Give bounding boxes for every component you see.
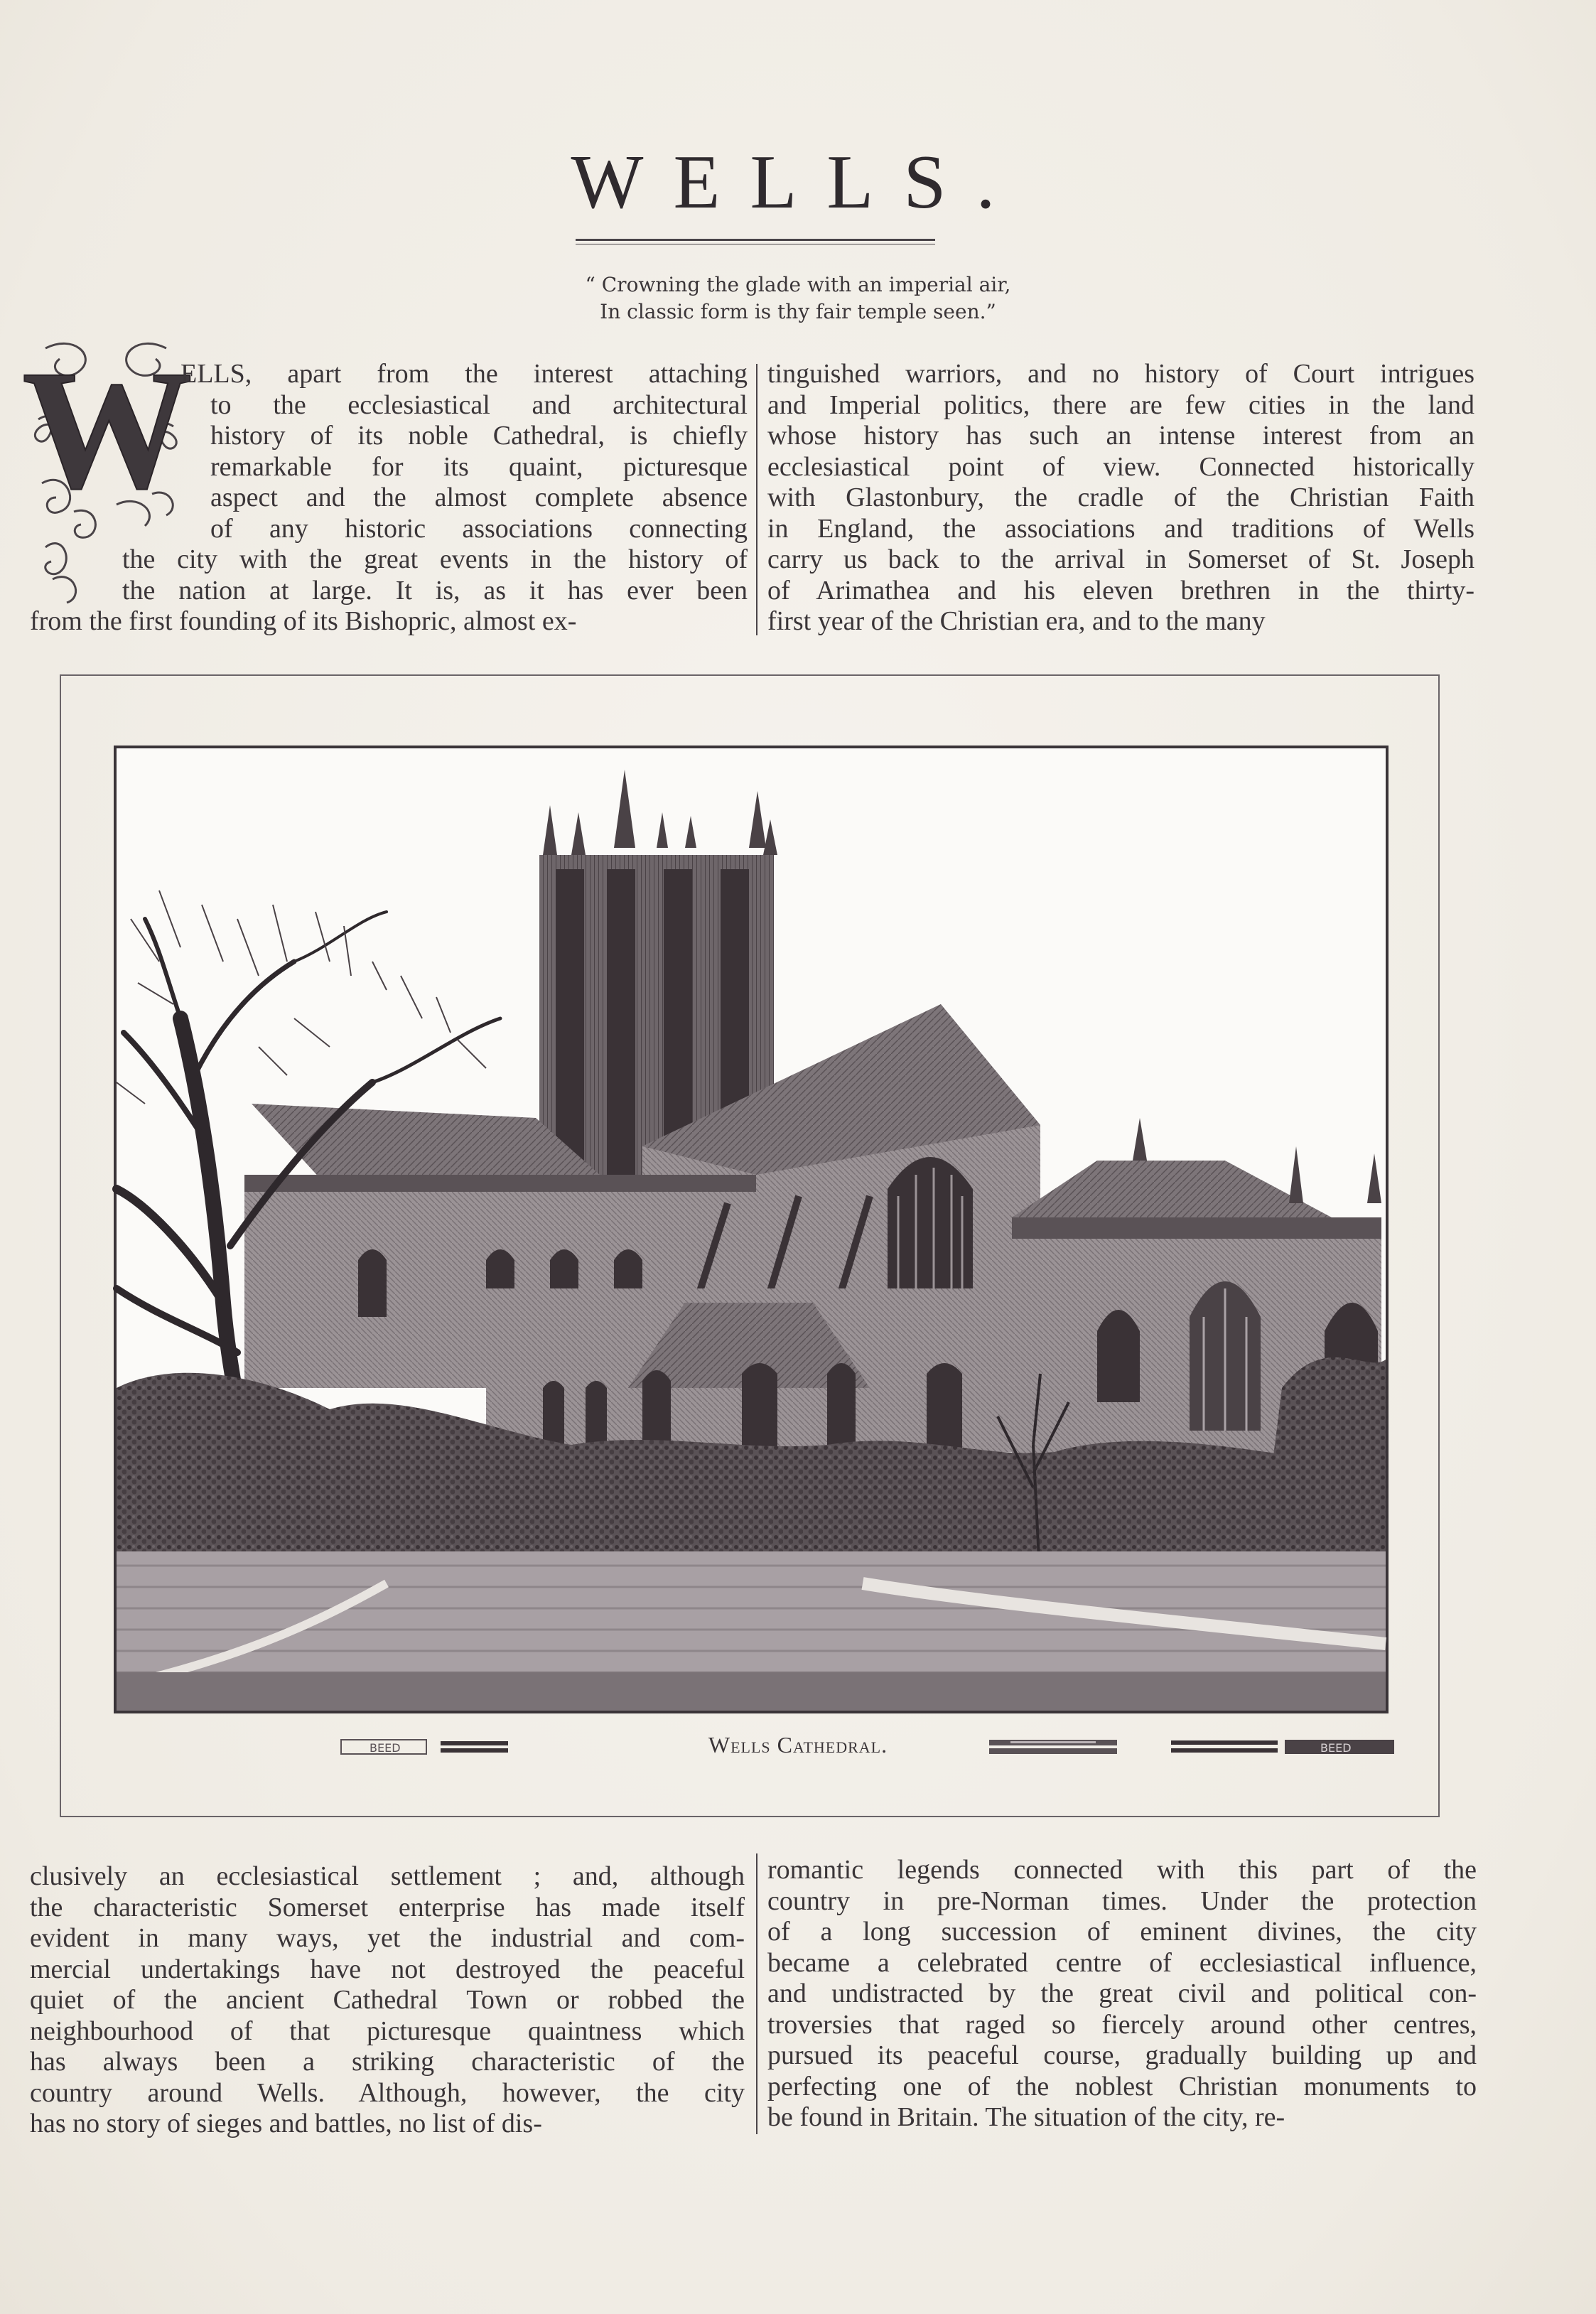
text-line: tinguished warriors, and no history of Court intrigues bbox=[767, 359, 1474, 389]
text-line: perfecting one of the noblest Christian monuments to bbox=[767, 2071, 1477, 2102]
library-stamp-right bbox=[1171, 1738, 1396, 1754]
text-line: the characteristic Somerset enterprise has made itself bbox=[30, 1892, 745, 1922]
text-line: to the ecclesiastical and architectural bbox=[210, 389, 748, 420]
svg-text:BEED: BEED bbox=[1320, 1741, 1352, 1755]
text-line: evident in many ways, yet the industrial and com- bbox=[30, 1923, 745, 1953]
lower-left-column bbox=[30, 1861, 745, 2140]
column-divider-upper bbox=[756, 364, 757, 635]
text-line: of a long succession of eminent divines, the city bbox=[767, 1917, 1477, 1947]
column-divider-lower bbox=[756, 1853, 757, 2134]
text-line: from the first founding of its Bishopric, almost ex- bbox=[30, 606, 577, 636]
cathedral-illustration bbox=[114, 746, 1389, 1713]
upper-left-column bbox=[30, 359, 748, 637]
library-stamp-middle bbox=[989, 1738, 1117, 1754]
text-line: carry us back to the arrival in Somerset of St. Joseph bbox=[767, 544, 1474, 574]
text-line: has no story of sieges and battles, no list of dis- bbox=[30, 2109, 542, 2138]
text-line: became a celebrated centre of ecclesiastical influence, bbox=[767, 1947, 1477, 1978]
epigraph bbox=[0, 271, 1596, 325]
text-line: in England, the associations and traditions of Wells bbox=[767, 513, 1474, 544]
text-line: history of its noble Cathedral, is chiefly bbox=[210, 421, 748, 451]
text-line: mercial undertakings have not destroyed the peaceful bbox=[30, 1954, 745, 1984]
text-line: first year of the Christian era, and to the many bbox=[767, 606, 1266, 636]
text-line: ELLS, apart from the interest attaching bbox=[180, 359, 748, 389]
text-line: the city with the great events in the history of bbox=[122, 544, 748, 574]
text-line: of any historic associations connecting bbox=[210, 513, 748, 544]
text-line: pursued its peaceful course, gradually building up and bbox=[767, 2040, 1477, 2070]
upper-right-column bbox=[767, 359, 1474, 637]
text-line: be found in Britain. The situation of the city, re- bbox=[767, 2102, 1285, 2132]
epigraph-line-1: “ Crowning the glade with an imperial air, bbox=[585, 273, 1011, 296]
cathedral-engraving bbox=[117, 748, 1386, 1711]
text-line: ecclesiastical point of view. Connected historically bbox=[767, 451, 1474, 482]
page-title: WELLS. bbox=[571, 140, 1025, 225]
image-caption: Wells Cathedral. bbox=[708, 1732, 888, 1758]
text-line: neighbourhood of that picturesque quaintness which bbox=[30, 2016, 745, 2046]
text-line: clusively an ecclesiastical settlement ; and, although bbox=[30, 1861, 745, 1891]
epigraph-line-2: In classic form is thy fair temple seen.” bbox=[600, 300, 996, 323]
text-line: aspect and the almost complete absence bbox=[210, 483, 748, 512]
text-line: of Arimathea and his eleven brethren in the thirty- bbox=[767, 575, 1474, 606]
text-line: the nation at large. It is, as it has ever been bbox=[122, 575, 748, 606]
title-rule bbox=[576, 239, 935, 241]
text-line: has always been a striking characteristic of the bbox=[30, 2047, 745, 2077]
lower-right-column bbox=[767, 1855, 1477, 2133]
text-line: and Imperial politics, there are few cities in the land bbox=[767, 389, 1474, 420]
text-line: quiet of the ancient Cathedral Town or robbed the bbox=[30, 1985, 745, 2015]
text-line: country around Wells. Although, however, the city bbox=[30, 2077, 745, 2108]
text-line: romantic legends connected with this part of the bbox=[767, 1855, 1477, 1885]
text-line: troversies that raged so fiercely around other centres, bbox=[767, 2009, 1477, 2040]
drop-cap-letter: W bbox=[22, 335, 193, 524]
text-line: remarkable for its quaint, picturesque bbox=[210, 451, 748, 482]
text-line: whose history has such an intense interest from an bbox=[767, 421, 1474, 451]
svg-text:BEED: BEED bbox=[370, 1741, 401, 1755]
text-line: with Glastonbury, the cradle of the Christian Faith bbox=[767, 483, 1474, 512]
text-line: country in pre-Norman times. Under the protection bbox=[767, 1885, 1477, 1916]
text-line: and undistracted by the great civil and political con- bbox=[767, 1979, 1477, 2008]
